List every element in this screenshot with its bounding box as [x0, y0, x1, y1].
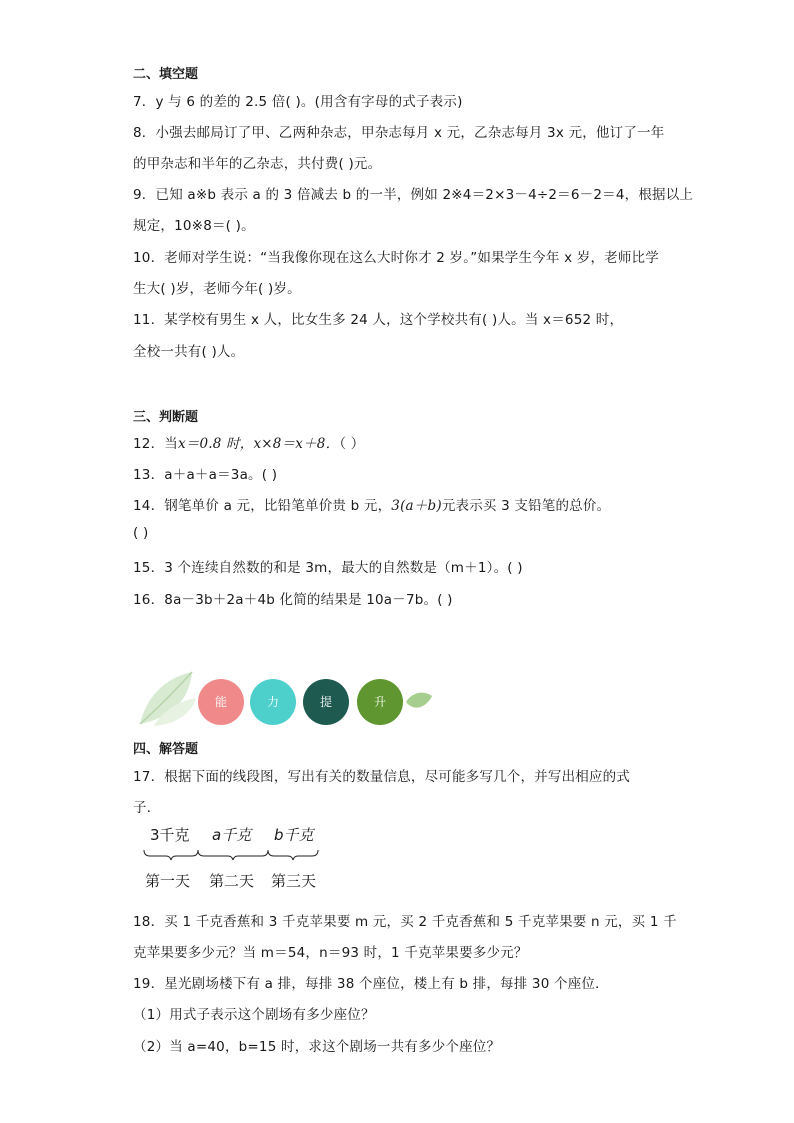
question-18-line2: 克苹果要多少元？当 m＝54，n＝93 时，1 千克苹果要多少元？ — [133, 945, 528, 961]
question-15: 15．3 个连续自然数的和是 3m，最大的自然数是（m＋1）。( ) — [133, 560, 523, 576]
question-8-line2: 的甲杂志和半年的乙杂志，共付费( )元。 — [133, 156, 382, 172]
leaf-decoration-icon — [136, 668, 200, 728]
section-heading-answer: 四、解答题 — [133, 742, 199, 757]
question-17-line1: 17．根据下面的线段图，写出有关的数量信息，尽可能多写几个，并写出相应的式 — [133, 769, 631, 785]
banner-circle-3: 提 — [303, 679, 349, 725]
section-heading-fill-blank: 二、填空题 — [133, 67, 199, 82]
section-heading-judge: 三、判断题 — [133, 410, 199, 425]
segment-label-day2: a千克 — [212, 826, 252, 844]
question-9-line2: 规定，10※8＝( )。 — [133, 218, 255, 234]
question-14-prefix: 14．钢笔单价 a 元，比铅笔单价贵 b 元， — [133, 498, 392, 514]
question-11-line1: 11．某学校有男生 x 人，比女生多 24 人，这个学校共有( )人。当 x＝652 时， — [133, 312, 624, 328]
segment-bottom-day2: 第二天 — [209, 872, 255, 890]
question-19-line1: 19．星光剧场楼下有 a 排，每排 38 个座位，楼上有 b 排，每排 30 个座位． — [133, 976, 609, 992]
question-8-line1: 8．小强去邮局订了甲、乙两种杂志，甲杂志每月 x 元，乙杂志每月 3x 元，他订了一年 — [133, 125, 665, 141]
segment-label-day3: b千克 — [274, 826, 314, 844]
question-14-suffix: 元表示买 3 支铅笔的总价。 — [441, 498, 611, 514]
question-14-line1 — [133, 494, 610, 514]
question-9-line1: 9．已知 a※b 表示 a 的 3 倍减去 b 的一半，例如 2※4＝2×3－4÷2＝6－2＝4，根据以上 — [133, 187, 694, 203]
question-14-line2: ( ) — [133, 525, 149, 541]
question-13: 13．a＋a＋a＝3a。( ) — [133, 467, 278, 483]
banner-circle-4: 升 — [357, 679, 403, 725]
question-14-math: 3(a＋b) — [391, 498, 442, 514]
segment-diagram — [140, 824, 340, 894]
question-19-sub2: （2）当 a=40，b=15 时，求这个剧场一共有多少个座位？ — [133, 1039, 501, 1055]
segment-braces — [140, 846, 330, 864]
segment-bottom-day1: 第一天 — [145, 872, 191, 890]
question-12-suffix: （ ） — [339, 436, 365, 452]
segment-label-day1: 3千克 — [150, 826, 190, 844]
banner-circle-2: 力 — [250, 679, 296, 725]
question-11-line2: 全校一共有( )人。 — [133, 344, 245, 360]
question-18-line1: 18．买 1 千克香蕉和 3 千克苹果要 m 元，买 2 千克香蕉和 5 千克苹果要 n 元，买 1 千 — [133, 914, 677, 930]
banner-circle-1: 能 — [198, 679, 244, 725]
question-17-line2: 子． — [133, 800, 161, 816]
segment-bottom-day3: 第三天 — [271, 872, 317, 890]
question-10-line2: 生大( )岁，老师今年( )岁。 — [133, 281, 301, 297]
question-12-prefix: 12．当 — [133, 436, 178, 452]
question-10-line1: 10．老师对学生说：“当我像你现在这么大时你才 2 岁。”如果学生今年 x 岁，老师比学 — [133, 250, 659, 266]
small-leaf-icon — [404, 690, 434, 714]
question-7: 7．y 与 6 的差的 2.5 倍( )。(用含有字母的式子表示) — [133, 94, 463, 110]
question-12 — [133, 432, 364, 452]
question-16: 16．8a－3b＋2a＋4b 化简的结果是 10a－7b。( ) — [133, 592, 453, 608]
question-19-sub1: （1）用式子表示这个剧场有多少座位？ — [133, 1007, 375, 1023]
ability-banner — [136, 668, 436, 728]
question-12-math: x＝0.8 时，x×8＝x＋8． — [177, 436, 340, 452]
